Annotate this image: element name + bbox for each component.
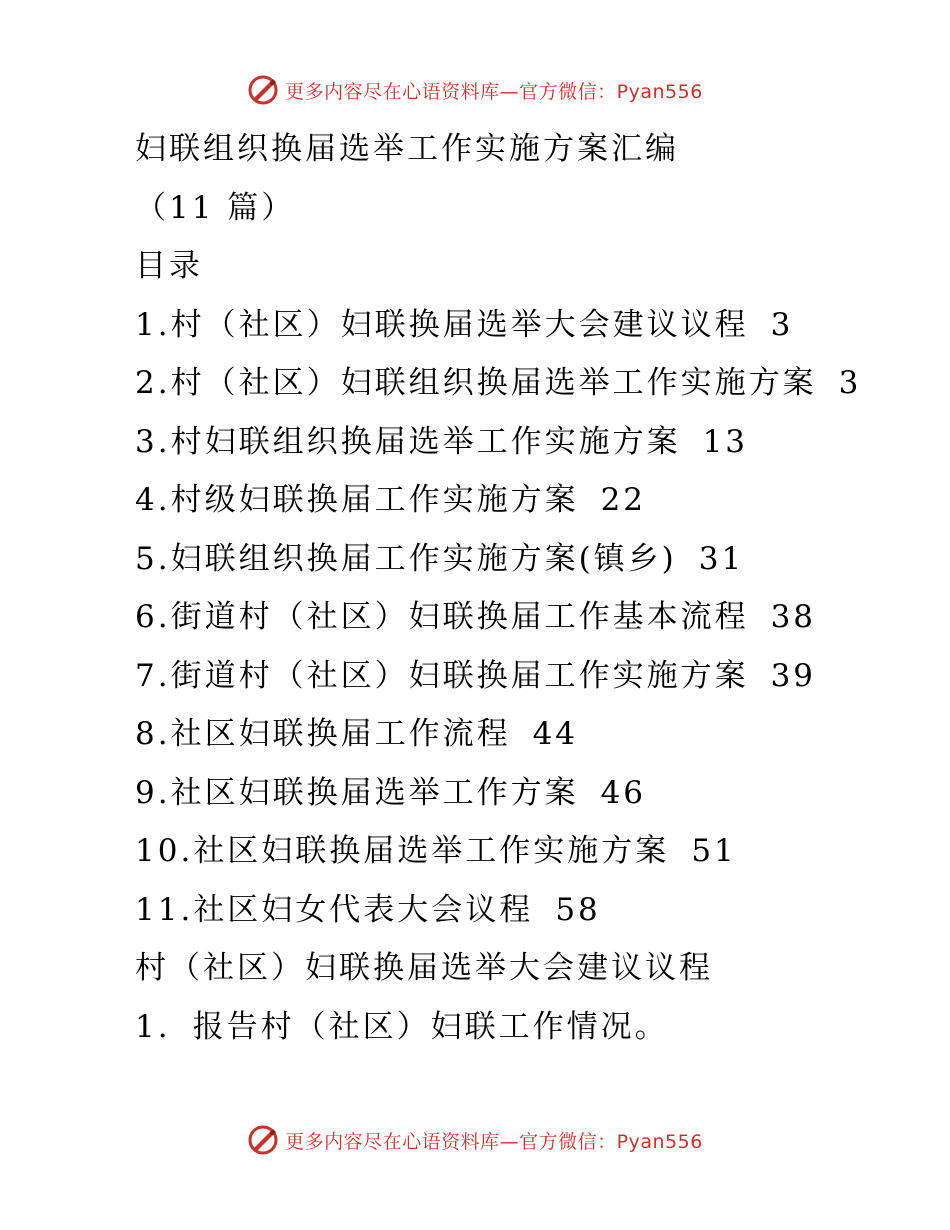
- toc-item-number: 7.: [135, 657, 171, 694]
- toc-item-page: 38: [770, 599, 817, 635]
- toc-item-title: 社区妇联换届工作流程: [170, 716, 511, 752]
- toc-item-page: 13: [702, 423, 749, 460]
- toc-item[interactable]: [135, 588, 915, 647]
- toc-item-title: 社区妇女代表大会议程: [193, 891, 534, 928]
- toc-heading: 目录: [135, 248, 203, 284]
- toc-item-title: 村妇联组织换届选举工作实施方案: [170, 423, 681, 460]
- document-subtitle: （11 篇）: [135, 189, 296, 226]
- toc-item[interactable]: [135, 354, 915, 413]
- toc-item-page: 39: [770, 657, 817, 694]
- toc-item-title: 社区妇联换届选举工作方案: [170, 774, 579, 811]
- agenda-item-number: 1.: [135, 1008, 171, 1045]
- toc-item-number: 4.: [135, 482, 171, 518]
- toc-item[interactable]: [135, 822, 915, 881]
- toc-item-number: 11.: [135, 891, 194, 928]
- toc-item[interactable]: [135, 647, 915, 706]
- toc-item[interactable]: [135, 471, 915, 530]
- agenda-item-text: 报告村（社区）妇联工作情况。: [192, 1008, 669, 1045]
- toc-item-number: 1.: [135, 306, 171, 343]
- toc-item-page: 3: [770, 306, 794, 343]
- toc-item[interactable]: [135, 881, 915, 940]
- red-pen-logo-icon: [247, 74, 279, 106]
- toc-item[interactable]: [135, 705, 915, 764]
- toc-item-page: 46: [600, 774, 647, 811]
- toc-item-title: 妇联组织换届工作实施方案(镇乡): [170, 540, 677, 577]
- watermark-text: 更多内容尽在心语资料库—官方微信：Pyan556: [285, 80, 703, 103]
- toc-item-page: 31: [698, 540, 745, 577]
- toc-item-page: 3: [838, 365, 862, 401]
- toc-item-number: 6.: [135, 599, 171, 635]
- toc-item-title: 村（社区）妇联换届选举大会建议议程: [170, 306, 749, 343]
- toc-item-number: 8.: [135, 716, 171, 752]
- toc-item-number: 5.: [135, 540, 171, 577]
- footer-watermark-banner: [0, 1120, 950, 1160]
- toc-item-page: 44: [532, 716, 579, 752]
- toc-item-title: 村级妇联换届工作实施方案: [170, 482, 579, 518]
- toc-item-number: 9.: [135, 774, 171, 811]
- header-watermark-banner: [0, 70, 950, 110]
- toc-item[interactable]: [135, 413, 915, 472]
- toc-item-title: 街道村（社区）妇联换届工作基本流程: [170, 599, 749, 635]
- toc-item-page: 58: [555, 891, 601, 928]
- document-body: [135, 120, 915, 1056]
- red-pen-logo-icon: [247, 1124, 279, 1156]
- watermark-text: 更多内容尽在心语资料库—官方微信：Pyan556: [285, 1130, 703, 1153]
- toc-item-number: 3.: [135, 423, 171, 460]
- toc-item[interactable]: [135, 530, 915, 589]
- toc-item-number: 10.: [135, 833, 194, 869]
- agenda-item: [135, 998, 915, 1057]
- toc-item[interactable]: [135, 296, 915, 355]
- document-title: 妇联组织换届选举工作实施方案汇编: [135, 131, 679, 167]
- toc-item-title: 村（社区）妇联组织换届选举工作实施方案: [170, 365, 817, 401]
- toc-item-page: 51: [691, 833, 737, 869]
- toc-item-number: 2.: [135, 365, 171, 401]
- toc-item-title: 社区妇联换届选举工作实施方案: [193, 833, 670, 869]
- toc-item-title: 街道村（社区）妇联换届工作实施方案: [170, 657, 749, 694]
- toc-item[interactable]: [135, 764, 915, 823]
- toc-item-page: 22: [600, 482, 647, 518]
- section-heading: 村（社区）妇联换届选举大会建议议程: [135, 950, 713, 986]
